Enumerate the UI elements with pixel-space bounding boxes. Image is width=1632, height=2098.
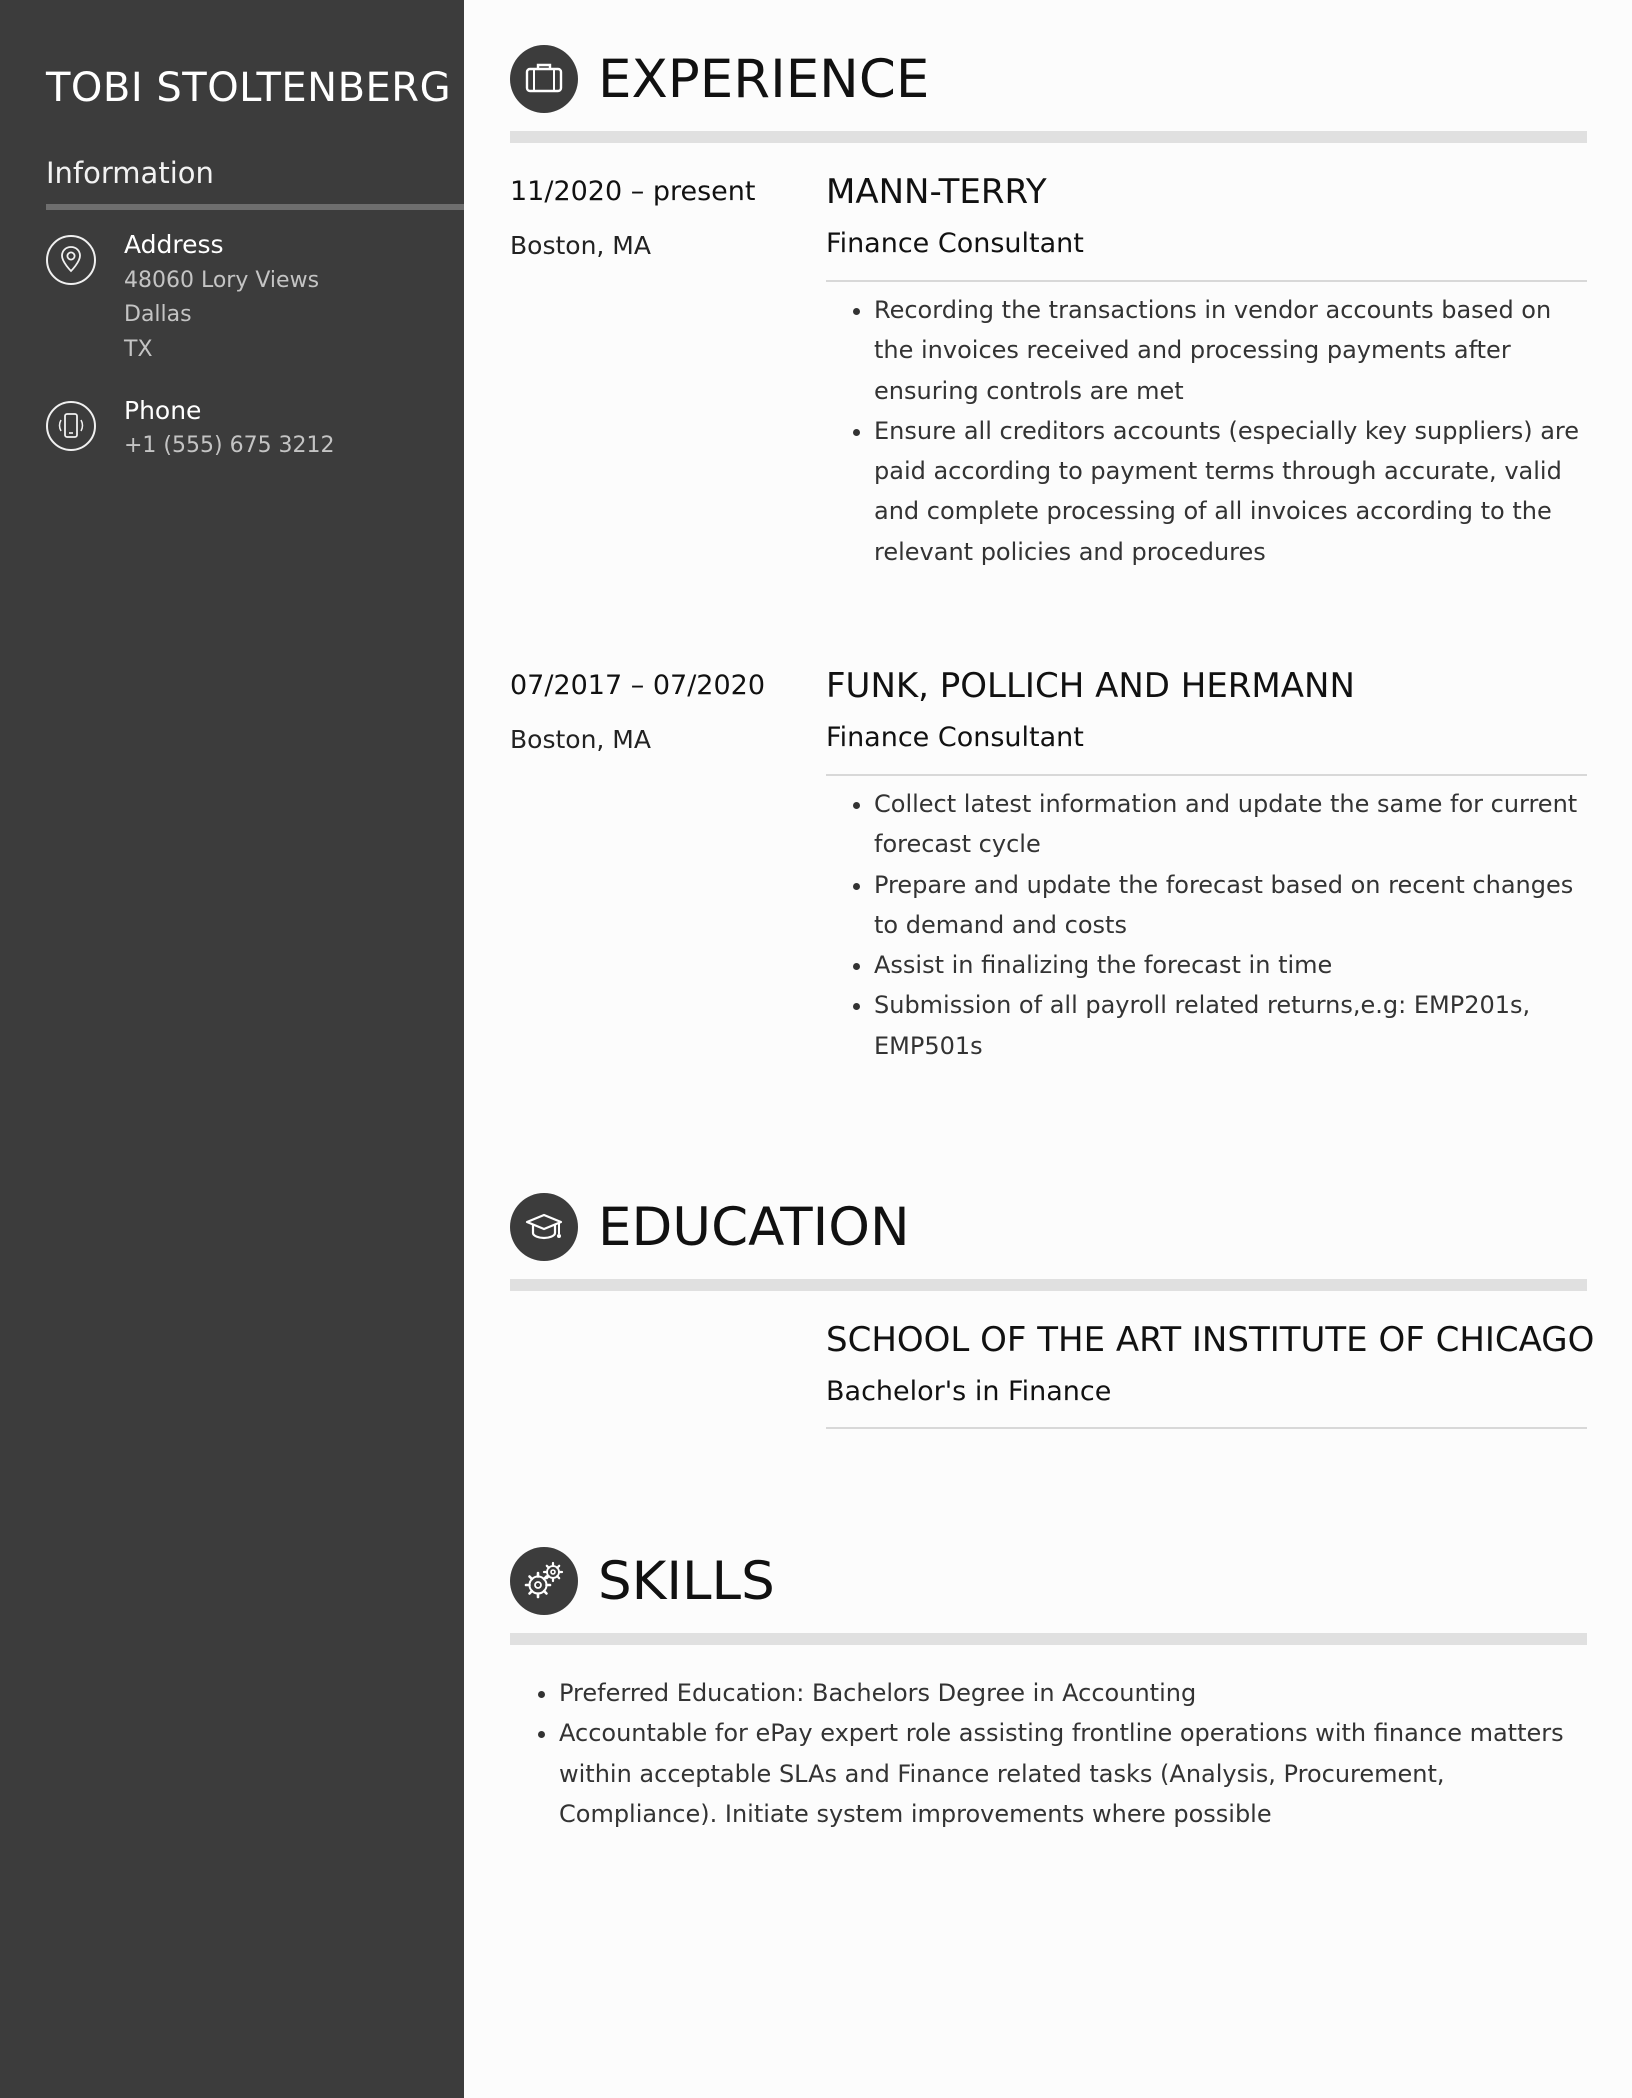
education-divider-line [826, 1427, 1587, 1429]
phone-number: +1 (555) 675 3212 [124, 433, 335, 458]
map-pin-icon [46, 235, 96, 285]
education-heading: EDUCATION [598, 1197, 910, 1258]
skills-divider [510, 1633, 1587, 1645]
address-line-street: 48060 Lory Views [124, 268, 320, 293]
education-school: SCHOOL OF THE ART INSTITUTE OF CHICAGO [826, 1320, 1595, 1360]
phone-label: Phone [124, 396, 202, 425]
job-location: Boston, MA [510, 231, 651, 260]
job-divider [826, 774, 1587, 776]
job-bullet: • Submission of all payroll related returns,e.g: EMP201s, EMP501s [874, 985, 1587, 1066]
address-line-city: Dallas [124, 302, 192, 327]
briefcase-icon [510, 45, 578, 113]
skill-item: • Accountable for ePay expert role assisting frontline operations with finance matters within acceptable SLAs and Finance related tasks (Analysis, Procurement, Compliance). Initiate system improvements where possible [559, 1713, 1587, 1834]
job-dates: 11/2020 – present [510, 176, 756, 207]
skills-heading: SKILLS [598, 1551, 775, 1612]
job-company: MANN-TERRY [826, 172, 1047, 212]
experience-heading: EXPERIENCE [598, 49, 930, 110]
job-bullet: • Prepare and update the forecast based on recent changes to demand and costs [874, 865, 1587, 946]
education-divider [510, 1279, 1587, 1291]
address-label: Address [124, 230, 224, 259]
job-dates: 07/2017 – 07/2020 [510, 670, 765, 701]
job-bullets [826, 784, 1587, 1066]
address-line-state: TX [124, 337, 153, 362]
skills-list [510, 1673, 1587, 1834]
graduation-cap-icon [510, 1193, 578, 1261]
job-divider [826, 280, 1587, 282]
job-bullet: • Assist in finalizing the forecast in time [874, 945, 1587, 985]
sidebar [0, 0, 464, 2098]
job-bullet: • Ensure all creditors accounts (especially key suppliers) are paid according to payment terms through accurate, valid and complete processing of all invoices according to the relevant policies and procedures [874, 411, 1587, 572]
job-bullet: • Recording the transactions in vendor accounts based on the invoices received and processing payments after ensuring controls are met [874, 290, 1587, 411]
mobile-phone-icon [46, 401, 96, 451]
job-company: FUNK, POLLICH AND HERMANN [826, 666, 1355, 706]
information-heading: Information [46, 156, 214, 190]
information-divider [46, 204, 464, 210]
job-role: Finance Consultant [826, 722, 1084, 753]
skill-item: • Preferred Education: Bachelors Degree in Accounting [559, 1673, 1587, 1713]
gears-icon [510, 1547, 578, 1615]
job-location: Boston, MA [510, 725, 651, 754]
job-role: Finance Consultant [826, 228, 1084, 259]
experience-divider [510, 131, 1587, 143]
job-bullets [826, 290, 1587, 572]
job-bullet: • Collect latest information and update the same for current forecast cycle [874, 784, 1587, 865]
education-degree: Bachelor's in Finance [826, 1376, 1112, 1407]
person-name: TOBI STOLTENBERG [46, 65, 452, 111]
